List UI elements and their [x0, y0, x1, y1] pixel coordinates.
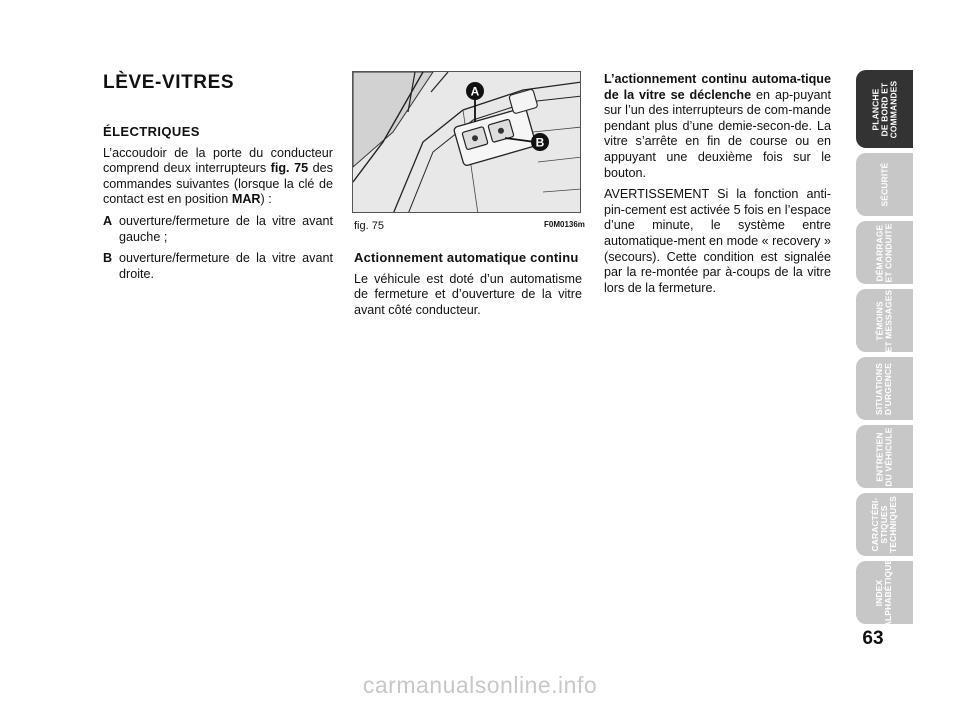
intro-text-mid: des commandes suivantes (lorsque la clé de contact est en position [103, 161, 333, 207]
tab-planche-de-bord[interactable] [856, 70, 913, 148]
figure-reference: fig. 75 [270, 161, 309, 176]
door-armrest-illustration [353, 72, 581, 213]
tab-temoins[interactable] [856, 289, 913, 352]
tab-label: ENTRETIEN DU VÉHICULE [874, 427, 894, 486]
definition-text: ouverture/fermeture de la vitre avant gauche ; [119, 213, 333, 244]
definition-item-b [103, 251, 333, 282]
column-middle [354, 250, 582, 324]
definition-item-a [103, 214, 333, 245]
window-switch-figure [352, 71, 581, 213]
intro-text-post: ) : [260, 192, 272, 207]
auto-paragraph: Le véhicule est doté d’un automatisme de fermeture et d’ouverture de la vitre avant côté conducteur. [354, 271, 582, 317]
auto-heading: Actionnement automatique continu [354, 250, 579, 265]
figure-code: F0M0136m [544, 220, 585, 229]
chapter-tabs [856, 70, 913, 629]
watermark: carmanualsonline.info [362, 672, 598, 698]
ignition-key-position: MAR [231, 192, 261, 207]
tab-label: SÉCURITÉ [878, 162, 889, 207]
callout-a-label: A [470, 84, 480, 99]
tab-label: DÉMARRAGE ET CONDUITE [874, 223, 894, 282]
definition-text: ouverture/fermeture de la vitre avant droite. [119, 251, 333, 281]
definition-key: A [103, 213, 113, 228]
tab-caracteristiques[interactable] [856, 493, 913, 556]
tab-label: INDEX ALPHABÉTIQUE [874, 558, 894, 627]
tab-entretien[interactable] [856, 425, 913, 488]
intro-paragraph [103, 146, 333, 208]
tab-label: TÉMOINS ET MESSAGES [874, 289, 894, 352]
continuous-text: en ap-puyant sur l’un des interrupteurs de com-mande pendant plus d’une demie-secon-de. La vitre s’arrête en fin de course ou en appuyant une deuxième fois sur le bouton. [604, 87, 831, 180]
callout-b-label: B [535, 135, 545, 150]
tab-demarrage[interactable] [856, 221, 913, 284]
section-subtitle: ÉLECTRIQUES [103, 124, 200, 139]
section-title: LÈVE-VITRES [103, 72, 235, 93]
tab-situations[interactable] [856, 357, 913, 420]
definition-key: B [103, 251, 113, 266]
tab-securite[interactable] [856, 153, 913, 216]
tab-label: PLANCHE DE BORD ET COMMANDES [870, 80, 899, 138]
column-left [103, 72, 333, 288]
warning-paragraph [604, 187, 831, 296]
page-number: 63 [862, 628, 884, 649]
tab-index[interactable] [856, 558, 913, 627]
figure-caption: fig. 75 [354, 220, 384, 232]
continuous-paragraph [604, 72, 831, 181]
warning-text: AVERTISSEMENT Si la fonction anti-pin-cement est activée 5 fois en l’espace d’une minute, le système entre automatique-ment en mode « recovery » (secours). Cette condition est signalée par la re-montée par à-coups de la vitre lors de la fermeture. [604, 187, 831, 295]
tab-label: SITUATIONS D’URGENCE [874, 362, 894, 415]
column-right [604, 72, 831, 302]
intro-text-pre: L’accoudoir de la porte du conducteur comprend deux interrupteurs [103, 145, 333, 176]
continuous-bold: L’actionnement continu automa-tique de la vitre se déclenche [604, 72, 831, 102]
tab-label: CARACTÉRI- STIQUES TECHNIQUES [869, 496, 898, 553]
